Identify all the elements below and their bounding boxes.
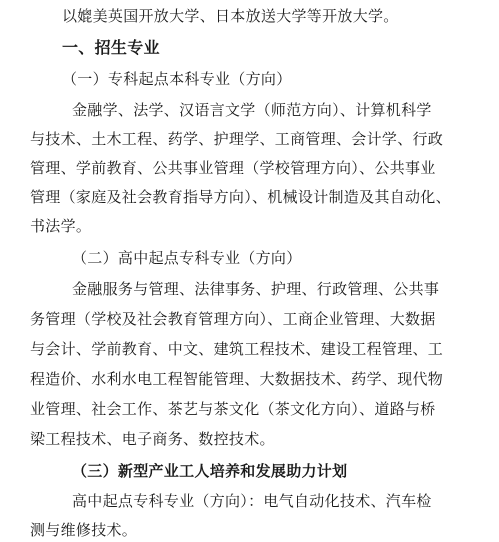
paragraph-line: 与技术、土木工程、药学、护理学、工商管理、会计学、行政: [30, 130, 444, 148]
paragraph-line: 务管理（学校及社会教育管理方向）、工商企业管理、大数据: [30, 310, 436, 328]
paragraph-line: 金融学、法学、汉语言文学（师范方向）、计算机科学: [72, 101, 432, 119]
paragraph-line: 程造价、水利水电工程智能管理、大数据技术、药学、现代物: [30, 370, 444, 388]
paragraph-line: 业管理、社会工作、茶艺与茶文化（茶文化方向）、道路与桥: [30, 400, 436, 418]
paragraph-line: 管理、学前教育、公共事业管理（学校管理方向）、公共事业: [30, 159, 436, 177]
paragraph-line: 测与维修技术。: [30, 521, 138, 539]
paragraph-line: 梁工程技术、电子商务、数控技术。: [30, 430, 275, 448]
paragraph-line: 与会计、学前教育、中文、建筑工程技术、建设工程管理、工: [30, 340, 444, 358]
subsection-title-3: （三）新型产业工人培养和发展助力计划: [72, 462, 348, 480]
paragraph-line: 管理（家庭及社会教育指导方向）、机械设计制造及其自动化、: [30, 188, 451, 206]
section-title: 一、招生专业: [62, 38, 160, 57]
subsection-title-2: （二）高中起点专科专业（方向）: [72, 249, 302, 267]
subsection-title-1: （一）专科起点本科专业（方向）: [62, 70, 292, 88]
intro-text-line: 以媲美英国开放大学、日本放送大学等开放大学。: [62, 7, 399, 25]
paragraph-line: 书法学。: [30, 217, 92, 235]
paragraph-line: 高中起点专科专业（方向）：电气自动化技术、汽车检: [72, 492, 432, 510]
paragraph-line: 金融服务与管理、法律事务、护理、行政管理、公共事: [72, 280, 440, 298]
